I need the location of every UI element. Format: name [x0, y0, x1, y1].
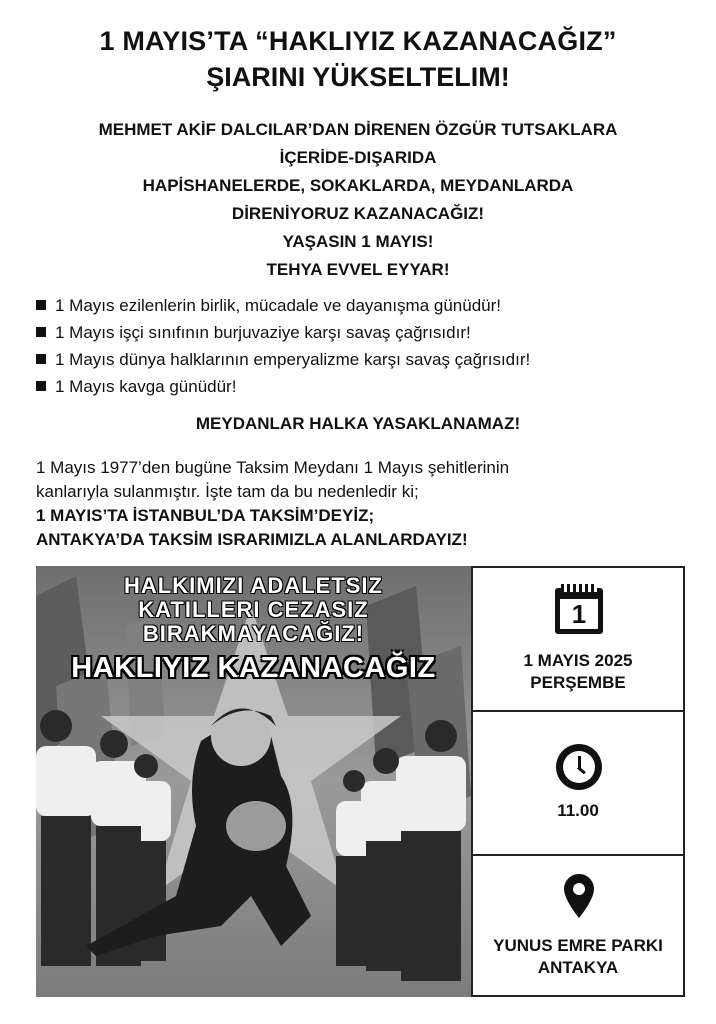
- square-bullet-icon: [36, 354, 46, 364]
- event-place: YUNUS EMRE PARKI: [493, 936, 663, 955]
- paragraph-bold-line: 1 MAYIS’TA İSTANBUL’DA TAKSİM’DEYİZ;: [36, 506, 375, 525]
- paragraph-line: kanlarıyla sulanmıştır. İşte tam da bu nedenledir ki;: [36, 482, 419, 501]
- ban-heading: MEYDANLAR HALKA YASAKLANAMAZ!: [195, 414, 521, 433]
- poster-text-line: KATILLERI CEZASIZ: [138, 597, 369, 622]
- event-weekday: PERŞEMBE: [530, 673, 626, 692]
- clock-icon: [556, 744, 602, 790]
- bullet-text: 1 Mayıs işçi sınıfının burjuvaziye karşı savaş çağrısıdır!: [55, 323, 471, 342]
- bullet-text: 1 Mayıs kavga günüdür!: [55, 377, 237, 396]
- bullet-text: 1 Mayıs dünya halklarının emperyalizme karşı savaş çağrısıdır!: [55, 350, 531, 369]
- square-bullet-icon: [36, 327, 46, 337]
- date-cell: [473, 568, 683, 712]
- event-city: ANTAKYA: [537, 958, 619, 977]
- square-bullet-icon: [36, 381, 46, 391]
- list-item: [36, 292, 696, 319]
- paragraph-bold-line: ANTAKYA’DA TAKSİM ISRARIMIZLA ALANLARDAYIZ!: [36, 530, 468, 549]
- bullet-text: 1 Mayıs ezilenlerin birlik, mücadale ve dayanışma günüdür!: [55, 296, 502, 315]
- list-item: [36, 373, 696, 400]
- page-title-line-2: ŞIARINI YÜKSELTELIM!: [206, 62, 510, 92]
- event-info-box: [471, 566, 685, 997]
- slogan-line: İÇERİDE-DIŞARIDA: [279, 148, 437, 167]
- calendar-day: 1: [571, 599, 587, 629]
- list-item: [36, 346, 696, 373]
- slogan-line: DİRENİYORUZ KAZANACAĞIZ!: [231, 204, 485, 223]
- location-pin-icon: [564, 874, 594, 918]
- bullet-list: [36, 292, 696, 400]
- slogan-line: YAŞASIN 1 MAYIS!: [282, 232, 434, 251]
- slogan-line: TEHYA EVVEL EYYAR!: [266, 260, 450, 279]
- poster-image: [36, 566, 471, 997]
- time-cell: [473, 710, 683, 856]
- square-bullet-icon: [36, 300, 46, 310]
- paragraph-line: 1 Mayıs 1977’den bugüne Taksim Meydanı 1 Mayıs şehitlerinin: [36, 458, 510, 477]
- event-date: 1 MAYIS 2025: [523, 651, 633, 670]
- calendar-icon: [555, 588, 603, 634]
- slogan-line: HAPİSHANELERDE, SOKAKLARDA, MEYDANLARDA: [142, 176, 574, 195]
- place-cell: [473, 856, 683, 997]
- slogan-line: MEHMET AKİF DALCILAR’DAN DİRENEN ÖZGÜR TUTSAKLARA: [98, 120, 618, 139]
- page-title-line-1: 1 MAYIS’TA “HAKLIYIZ KAZANACAĞIZ”: [99, 26, 617, 56]
- poster-slogan: HAKLIYIZ KAZANACAĞIZ: [71, 652, 436, 684]
- event-time: 11.00: [557, 801, 599, 820]
- poster-text-line: HALKIMIZI ADALETSIZ: [124, 573, 383, 598]
- list-item: [36, 319, 696, 346]
- poster-text-line: BIRAKMAYACAĞIZ!: [142, 621, 365, 646]
